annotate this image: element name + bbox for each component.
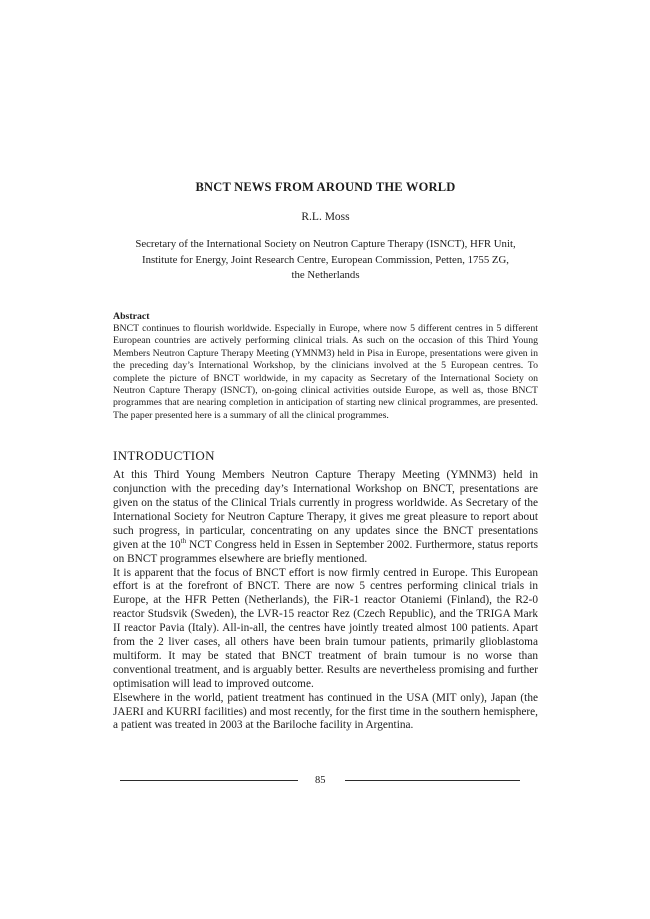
page-number: 85 bbox=[315, 775, 326, 786]
page-content bbox=[113, 0, 538, 733]
abstract-text: BNCT continues to flourish worldwide. Especially in Europe, where now 5 different centres in 5 different European countries are actively performing clinical trials. As such on the occasion of this Third Young Members Neutron Capture Therapy Meeting (YMNM3) held in Pisa in Europe, presentations were given in the preceding day’s International Workshop, by the clinicians involved at the 5 European centres. To complete the picture of BNCT worldwide, in my capacity as Secretary of the International Society on Neutron Capture Therapy (ISNCT), on-going clinical activities outside Europe, as well as, those BNCT programmes that are nearing completion in anticipation of starting new clinical programmes, are presented. The paper presented here is a summary of all the clinical programmes. bbox=[113, 322, 538, 421]
footer-rule-right bbox=[345, 780, 520, 781]
footer-rule-left bbox=[120, 780, 298, 781]
superscript-ordinal: th bbox=[180, 536, 187, 545]
introduction-paragraph-2: It is apparent that the focus of BNCT effort is now firmly centred in Europe. This European effort is at the forefront of BNCT. There are now 5 centres performing clinical trials in Europe, at the HFR Petten (Netherlands), the FiR-1 reactor Otaniemi (Finland), the R2-0 reactor Studsvik (Sweden), the LVR-15 reactor Rez (Czech Republic), and the TRIGA Mark II reactor Pavia (Italy). All-in-all, the centres have jointly treated almost 100 patients. Apart from the 2 liver cases, all others have been brain tumour patients, primarily glioblastoma multiform. It may be stated that BNCT treatment of brain tumour is no worse than conventional treatment, and is arguably better. Results are nevertheless promising and further optimisation will lead to improved outcome. bbox=[113, 566, 538, 690]
paper-title: BNCT NEWS FROM AROUND THE WORLD bbox=[195, 180, 456, 194]
paragraph-text: NCT Congress held in Essen in September 2002. Furthermore, status reports on BNCT programmes elsewhere are briefly mentioned. bbox=[113, 538, 538, 565]
introduction-heading: INTRODUCTION bbox=[113, 448, 215, 464]
author-name: R.L. Moss bbox=[301, 211, 350, 223]
abstract-heading: Abstract bbox=[113, 310, 150, 322]
page-footer bbox=[120, 774, 520, 787]
affiliation-line: the Netherlands bbox=[291, 269, 360, 281]
affiliation-block bbox=[113, 237, 538, 284]
affiliation-line: Secretary of the International Society on Neutron Capture Therapy (ISNCT), HFR Unit, bbox=[135, 238, 516, 250]
introduction-paragraph-3: Elsewhere in the world, patient treatment has continued in the USA (MIT only), Japan (the JAERI and KURRI facilities) and most recently, for the first time in the southern hemisphere, a patient was treated in 2003 at the Bariloche facility in Argentina. bbox=[113, 691, 538, 732]
affiliation-line: Institute for Energy, Joint Research Centre, European Commission, Petten, 1755 ZG, bbox=[141, 253, 510, 266]
introduction-paragraph-1 bbox=[113, 469, 538, 566]
paragraph-text: At this Third Young Members Neutron Capture Therapy Meeting (YMNM3) held in conjunction with the preceding day’s International Workshop on BNCT, presentations are given on the status of the Clinical Trials currently in progress worldwide. As Secretary of the International Society for Neutron Capture Therapy, it gives me great pleasure to report about such progress, in particular, concentrating on any updates since the BNCT presentations given at the 10 bbox=[113, 469, 538, 551]
